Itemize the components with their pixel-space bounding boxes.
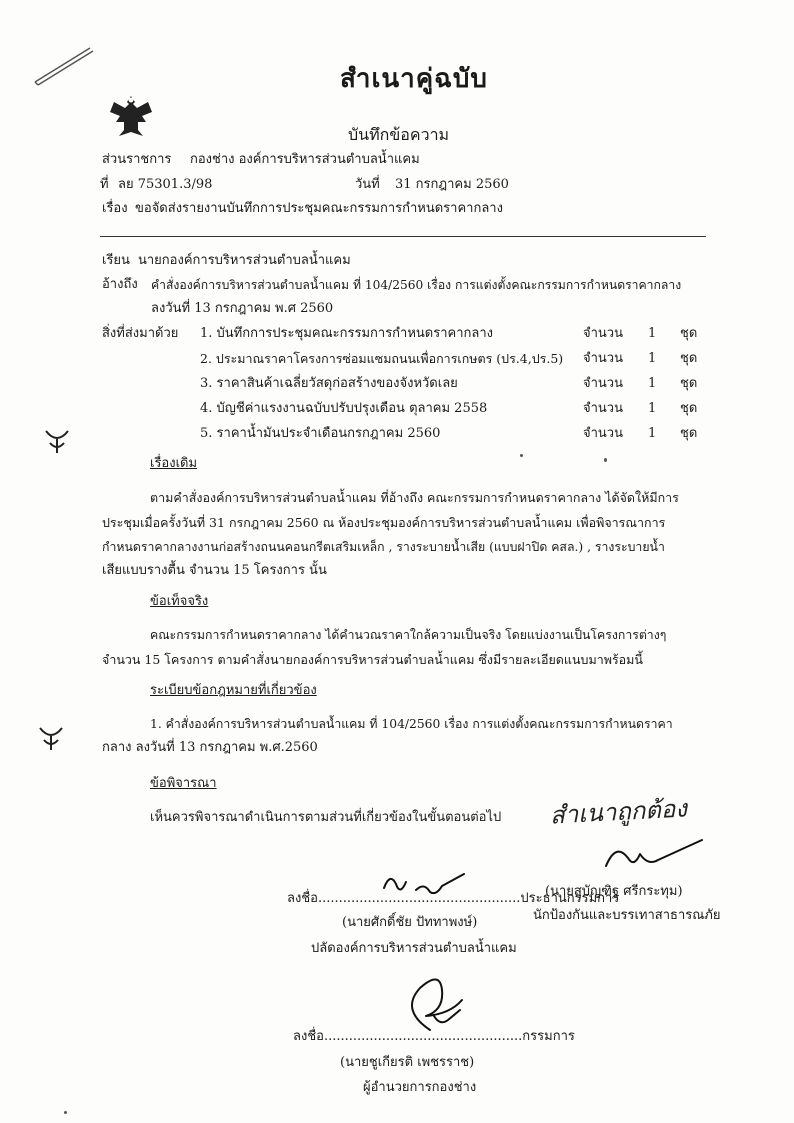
certifier-position: นักป้องกันและบรรเทาสาธารณภัย (533, 908, 721, 923)
enclosure-qty: 1 (648, 376, 657, 391)
enclosure-unit: ชุด (680, 351, 698, 366)
to-label: เรียน (102, 253, 130, 268)
enclosure-qty: 1 (648, 326, 657, 341)
facts-line-1: คณะกรรมการกำหนดราคากลาง ได้คำนวณราคาใกล้ความเป็นจริง โดยแบ่งงานเป็นโครงการต่างๆ (150, 628, 667, 642)
copy-stamp: สำเนาคู่ฉบับ (340, 64, 488, 94)
pen-scribble-icon (30, 40, 100, 90)
background-line-1: ตามคำสั่งองค์การบริหารส่วนตำบลน้ำแคม ที่อ้างถึง คณะกรรมการกำหนดราคากลาง ได้จัดให้มีการ (150, 490, 679, 505)
enclosure-item-2: 2. ประมาณราคาโครงการซ่อมแซมถนนเพื่อการเกษตร (ปร.4,ปร.5) (200, 351, 564, 366)
enclosure-item-3: 3. ราคาสินค้าเฉลี่ยวัสดุก่อสร้างของจังหวัดเลย (200, 376, 458, 391)
refer-label: อ้างถึง (102, 277, 138, 292)
law-line-2: กลาง ลงวันที่ 13 กรกฎาคม พ.ศ.2560 (102, 740, 318, 755)
enclosure-qty-label: จำนวน (583, 351, 623, 366)
enclosure-qty: 1 (648, 401, 657, 416)
enclosure-qty: 1 (648, 351, 657, 366)
member-sign-line: ลงชื่อ................................................กรรมการ (293, 1029, 575, 1044)
dept-value: กองช่าง องค์การบริหารส่วนตำบลน้ำแคม (190, 152, 420, 167)
consider-line: เห็นควรพิจารณาดำเนินการตามส่วนที่เกี่ยวข้องในขั้นตอนต่อไป (150, 810, 502, 825)
memo-title: บันทึกข้อความ (348, 125, 450, 144)
enclosure-item-4: 4. บัญชีค่าแรงงานฉบับปรับปรุงเดือน ตุลาคม 2558 (200, 401, 488, 416)
scan-speck (520, 454, 523, 457)
dept-label: ส่วนราชการ (102, 152, 172, 167)
ref-label: ที่ (100, 177, 109, 192)
facts-heading: ข้อเท็จจริง (150, 594, 209, 609)
enclosure-qty-label: จำนวน (583, 326, 623, 341)
date-value: 31 กรกฎาคม 2560 (395, 177, 509, 192)
refer-line-2: ลงวันที่ 13 กรกฎาคม พ.ศ 2560 (151, 301, 334, 316)
subject-label: เรื่อง (102, 201, 128, 216)
certifier-signature (598, 836, 708, 876)
chair-sign-line: ลงชื่อ.................................................ประธานกรรมการ (287, 891, 620, 906)
enclosure-qty: 1 (648, 426, 657, 441)
law-heading: ระเบียบข้อกฎหมายที่เกี่ยวข้อง (150, 683, 317, 698)
background-line-3: กำหนดราคากลางงานก่อสร้างถนนคอนกรีตเสริมเหล็ก , รางระบายน้ำเสีย (แบบฝาปิด คสล.) , รางระบายน้ำ (102, 540, 665, 554)
enclosure-unit: ชุด (680, 326, 698, 341)
background-line-2: ประชุมเมื่อครั้งวันที่ 31 กรกฎาคม 2560 ณ ห้องประชุมองค์การบริหารส่วนตำบลน้ำแคม เพื่อพิจารณาการ (102, 515, 666, 530)
to-value: นายกองค์การบริหารส่วนตำบลน้ำแคม (138, 253, 351, 268)
subject-value: ขอจัดส่งรายงานบันทึกการประชุมคณะกรรมการกำหนดราคากลาง (135, 201, 503, 216)
law-line-1: 1. คำสั่งองค์การบริหารส่วนตำบลน้ำแคม ที่ 104/2560 เรื่อง การแต่งตั้งคณะกรรมการกำหนดราคา (150, 717, 673, 731)
consider-heading: ข้อพิจารณา (150, 776, 217, 791)
enclosure-unit: ชุด (680, 401, 698, 416)
enclosure-qty-label: จำนวน (583, 401, 623, 416)
header-divider (100, 236, 706, 237)
background-heading: เรื่องเดิม (150, 456, 198, 471)
date-label: วันที่ (355, 177, 380, 192)
enclosure-label: สิ่งที่ส่งมาด้วย (102, 326, 179, 341)
scan-speck (64, 1111, 67, 1114)
member-position: ผู้อำนวยการกองช่าง (363, 1080, 477, 1095)
facts-line-2: จำนวน 15 โครงการ ตามคำสั่งนายกองค์การบริหารส่วนตำบลน้ำแคม ซึ่งมีรายละเอียดแนบมาพร้อมนี้ (102, 652, 643, 667)
garuda-emblem-icon (108, 92, 154, 140)
background-line-4: เสียแบบรางตื้น จำนวน 15 โครงการ นั้น (102, 563, 327, 578)
punch-mark-icon (36, 722, 66, 752)
enclosure-qty-label: จำนวน (583, 426, 623, 441)
scan-speck (604, 458, 607, 462)
punch-mark-icon (42, 425, 72, 455)
enclosure-qty-label: จำนวน (583, 376, 623, 391)
enclosure-item-5: 5. ราคาน้ำมันประจำเดือนกรกฎาคม 2560 (200, 426, 441, 441)
member-name: (นายชูเกียรติ เพชรราช) (340, 1055, 475, 1070)
chair-name: (นายศักดิ์ชัย ปัททาพงษ์) (342, 915, 478, 930)
enclosure-unit: ชุด (680, 376, 698, 391)
refer-line-1: คำสั่งองค์การบริหารส่วนตำบลน้ำแคม ที่ 104/2560 เรื่อง การแต่งตั้งคณะกรรมการกำหนดราคากลาง (151, 278, 682, 292)
chair-position: ปลัดองค์การบริหารส่วนตำบลน้ำแคม (311, 941, 517, 956)
enclosure-unit: ชุด (680, 426, 698, 441)
enclosure-item-1: 1. บันทึกการประชุมคณะกรรมการกำหนดราคากลาง (200, 326, 494, 341)
certifier-name: (นายสุบัญฑิฐ ศรีกระทุม) (545, 884, 683, 899)
certified-copy-stamp: สำเนาถูกต้อง (549, 794, 688, 830)
ref-value: ลย 75301.3/98 (118, 177, 213, 192)
